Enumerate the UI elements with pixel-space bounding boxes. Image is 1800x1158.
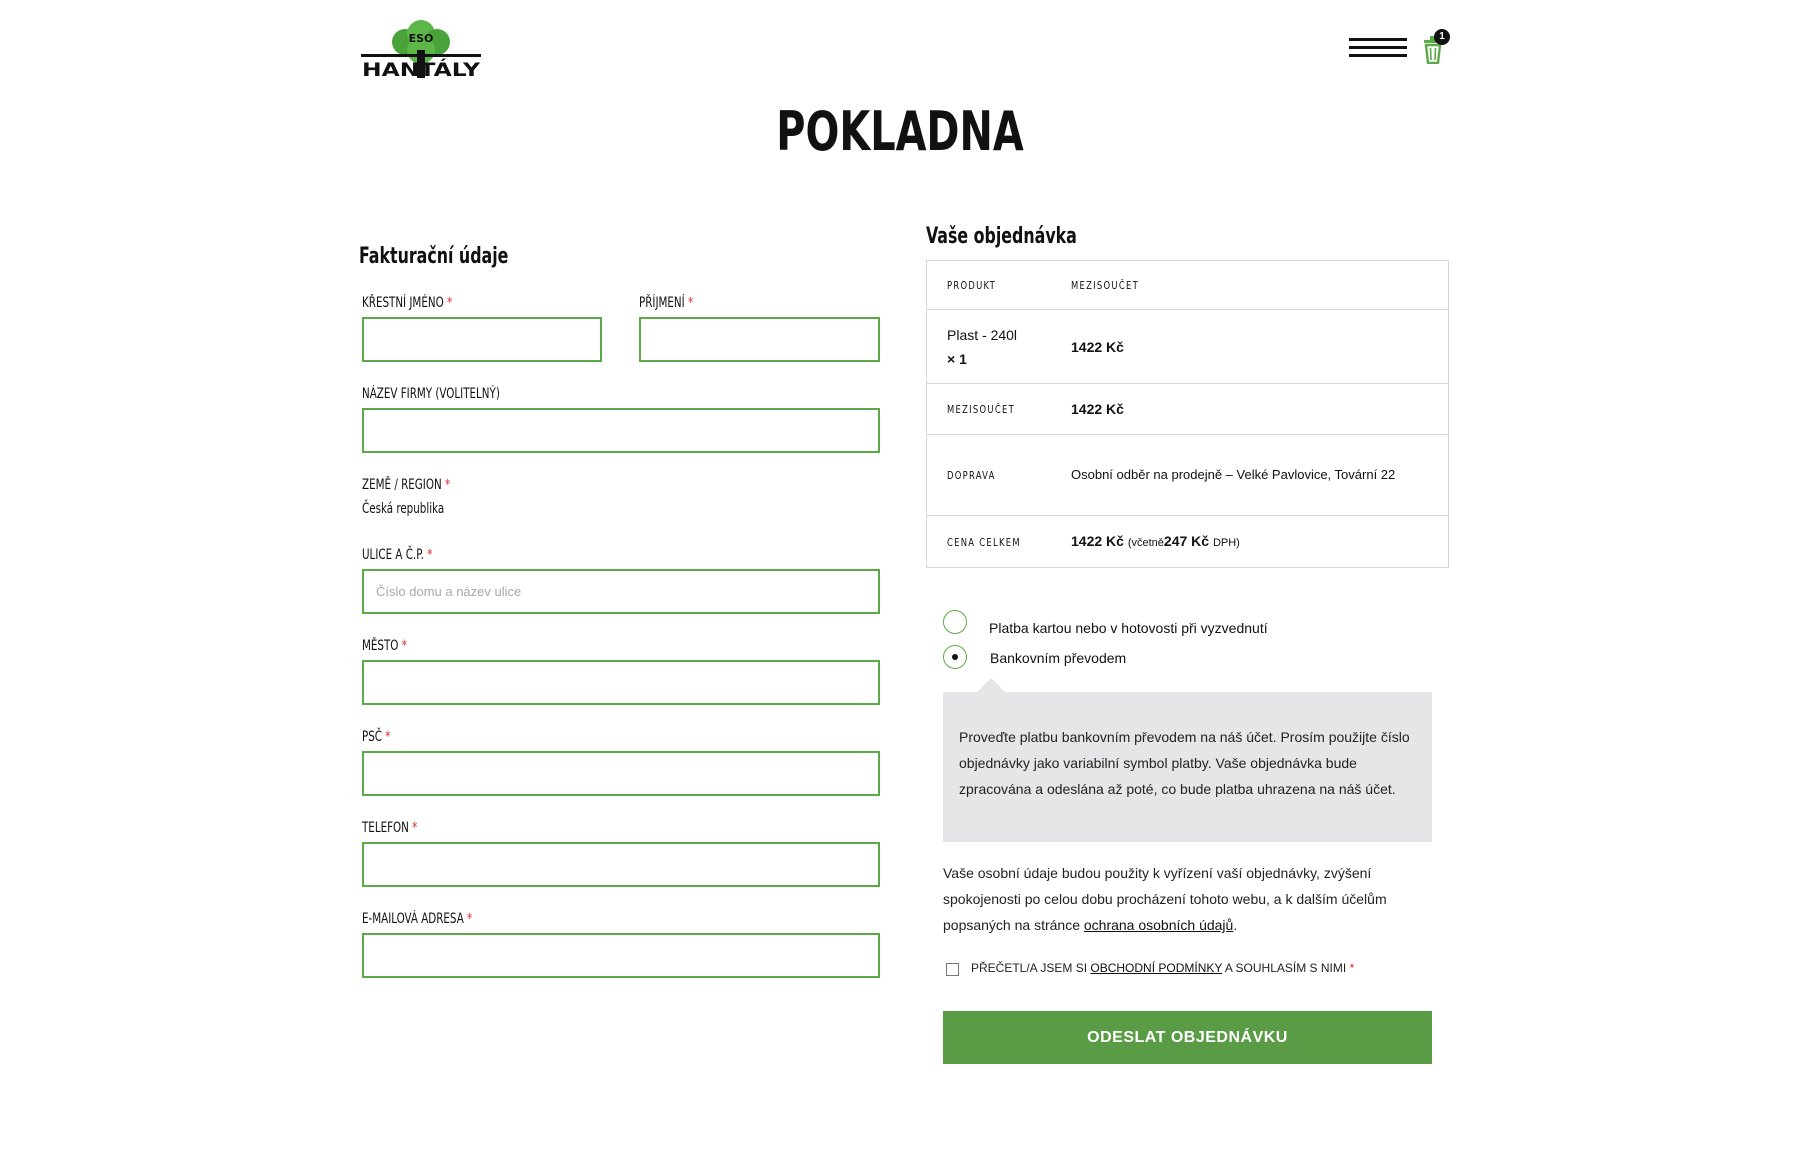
cart-count-badge: 1 (1434, 29, 1450, 45)
email-label: E-MAILOVÁ ADRESA * (362, 911, 473, 927)
payment-option-bank-label[interactable]: Bankovním převodem (990, 650, 1127, 666)
street-input[interactable] (362, 569, 880, 614)
email-input[interactable] (362, 933, 880, 978)
privacy-policy-link[interactable]: ochrana osobních údajů (1083, 917, 1234, 933)
place-order-button[interactable]: ODESLAT OBJEDNÁVKU (943, 1011, 1432, 1064)
payment-description: Proveďte platbu bankovním převodem na náš účet. Prosím použijte číslo objednávky jako variabilní symbol platby. Vaše objednávka bude zpracována a odeslána až poté, co bude platba uhrazena na náš účet. (959, 729, 1410, 797)
terms-link[interactable]: OBCHODNÍ PODMÍNKY (1090, 961, 1223, 975)
company-label: NÁZEV FIRMY (VOLITELNÝ) (362, 386, 500, 402)
terms-label: PŘEČETL/A JSEM SI OBCHODNÍ PODMÍNKY A SOUHLASÍM S NIMI * (971, 961, 1355, 975)
column-header-product: PRODUKT (947, 279, 997, 292)
shipping-value: Osobní odběr na prodejně – Velké Pavlovice, Tovární 22 (1071, 467, 1396, 482)
phone-label: TELEFON * (362, 820, 418, 836)
payment-box-arrow (977, 678, 1005, 692)
country-value: Česká republika (362, 501, 445, 517)
country-label: ZEMĚ / REGION * (362, 477, 451, 493)
terms-checkbox[interactable] (946, 963, 959, 976)
tax-prefix: (včetně (1127, 536, 1164, 549)
first-name-label: KŘESTNÍ JMÉNO * (362, 295, 453, 311)
total-value-cell (1071, 529, 1448, 555)
zip-input[interactable] (362, 751, 880, 796)
total-label: CENA CELKEM (947, 535, 1021, 549)
eso-hantaly-logo[interactable] (359, 20, 483, 80)
last-name-input[interactable] (639, 317, 880, 362)
table-row (927, 309, 1448, 383)
company-input[interactable] (362, 408, 880, 453)
payment-option-bank-radio[interactable] (943, 645, 967, 669)
column-header-subtotal: MEZISOUČET (1071, 279, 1140, 292)
item-quantity: × 1 (947, 350, 967, 367)
logo-bottom-text: HANTÁLY (362, 59, 458, 80)
zip-label: PSČ * (362, 729, 391, 745)
total-row (927, 515, 1448, 567)
logo-top-text: ESO (408, 32, 434, 45)
menu-button[interactable] (1349, 38, 1407, 60)
privacy-text: Vaše osobní údaje budou použity k vyřízení vaší objednávky, zvýšení spokojenosti po celou dobu procházení tohoto webu, a k dalším účelům popsaných na stránce (943, 865, 1387, 933)
phone-input[interactable] (362, 842, 880, 887)
item-price: 1422 Kč (1071, 338, 1124, 355)
subtotal-row (927, 383, 1448, 434)
payment-option-card-label[interactable]: Platba kartou nebo v hotovosti při vyzvednutí (989, 620, 1268, 636)
page-title: POKLADNA (776, 100, 1024, 163)
payment-description-box (943, 692, 1432, 842)
payment-option-card-radio[interactable] (943, 610, 967, 634)
subtotal-label: MEZISOUČET (947, 403, 1016, 416)
first-name-input[interactable] (362, 317, 602, 362)
billing-title: Fakturační údaje (359, 244, 509, 269)
order-summary-table (926, 260, 1449, 568)
shipping-row (927, 434, 1448, 515)
privacy-notice: Vaše osobní údaje budou použity k vyřízení vaší objednávky, zvýšení spokojenosti po celou dobu procházení tohoto webu, a k dalším účelům popsaných na stránce ochrana osobních údajů. (943, 865, 1387, 933)
shipping-label: DOPRAVA (947, 469, 996, 482)
table-header-row (927, 261, 1448, 309)
city-label: MĚSTO * (362, 638, 407, 654)
order-title: Vaše objednávka (926, 224, 1077, 249)
last-name-label: PŘÍJMENÍ * (639, 295, 694, 311)
tax-value: 247 Kč (1163, 532, 1210, 549)
subtotal-value: 1422 Kč (1071, 401, 1124, 417)
total-value: 1422 Kč (1071, 532, 1124, 549)
street-label: ULICE A Č.P. * (362, 547, 433, 563)
city-input[interactable] (362, 660, 880, 705)
item-name: Plast - 240l (947, 326, 1018, 343)
tax-suffix: DPH) (1212, 536, 1240, 549)
